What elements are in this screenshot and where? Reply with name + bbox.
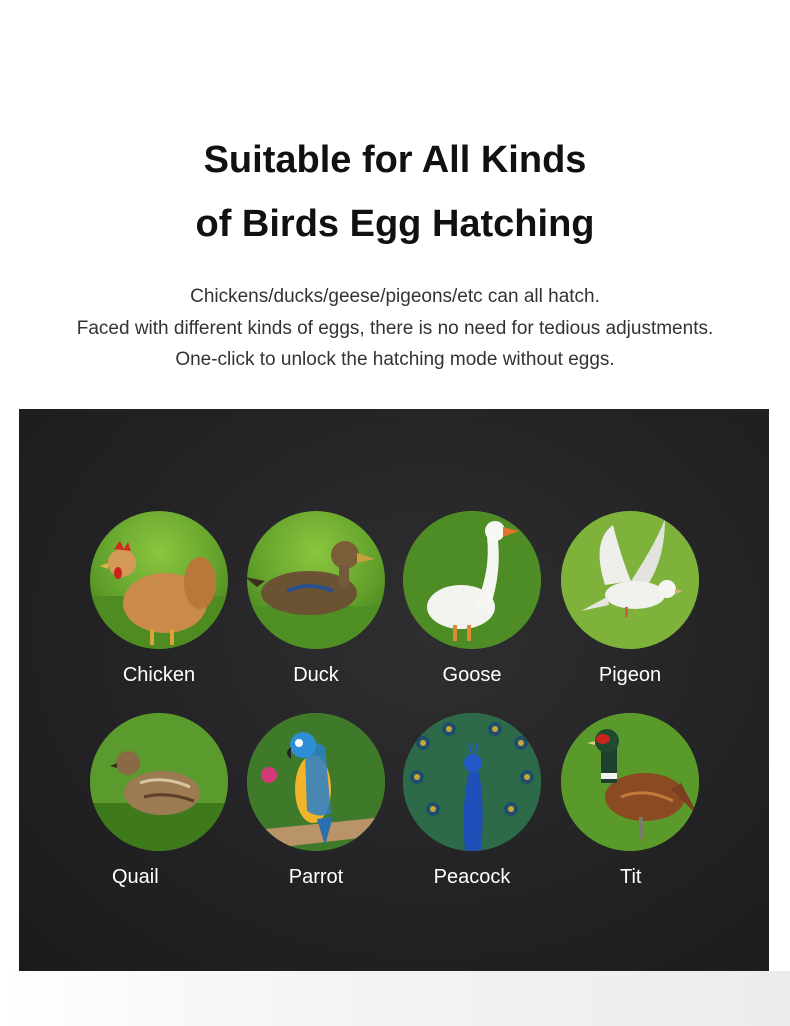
bird-label-pigeon: Pigeon [598,664,662,686]
bird-label-chicken: Chicken [122,664,196,686]
duck-photo [247,511,385,649]
description-line-2: Faced with different kinds of eggs, there is no need for tedious adjustments. [76,317,714,339]
parrot-photo [247,713,385,851]
bird-card-parrot [246,713,386,889]
bird-card-pigeon [560,511,700,687]
bird-label-parrot: Parrot [288,866,344,888]
description-line-3: One-click to unlock the hatching mode without eggs. [175,349,615,370]
title-line-2: of Birds Egg Hatching [195,203,595,245]
bird-card-tit [560,713,700,889]
description-line-1: Chickens/ducks/geese/pigeons/etc can all hatch. [190,286,600,307]
pheasant-photo [561,713,699,851]
goose-photo [403,511,541,649]
description [0,281,790,376]
bottom-fade-strip [0,971,790,1026]
quail-photo [90,713,228,851]
bird-label-peacock: Peacock [433,866,511,888]
bird-grid-panel [19,409,769,971]
bird-card-peacock [402,713,542,889]
bird-card-goose [402,511,542,687]
bird-card-chicken [89,511,229,687]
bird-label-quail: Quail [112,866,159,888]
bird-card-quail [89,713,229,889]
bird-label-goose: Goose [442,664,502,686]
chicken-photo [90,511,228,649]
bird-label-duck: Duck [293,664,339,686]
page-title [0,128,790,256]
title-line-1: Suitable for All Kinds [203,139,587,181]
bird-label-tit: Tit [620,866,642,888]
pigeon-photo [561,511,699,649]
bird-card-duck [246,511,386,687]
peacock-photo [403,713,541,851]
